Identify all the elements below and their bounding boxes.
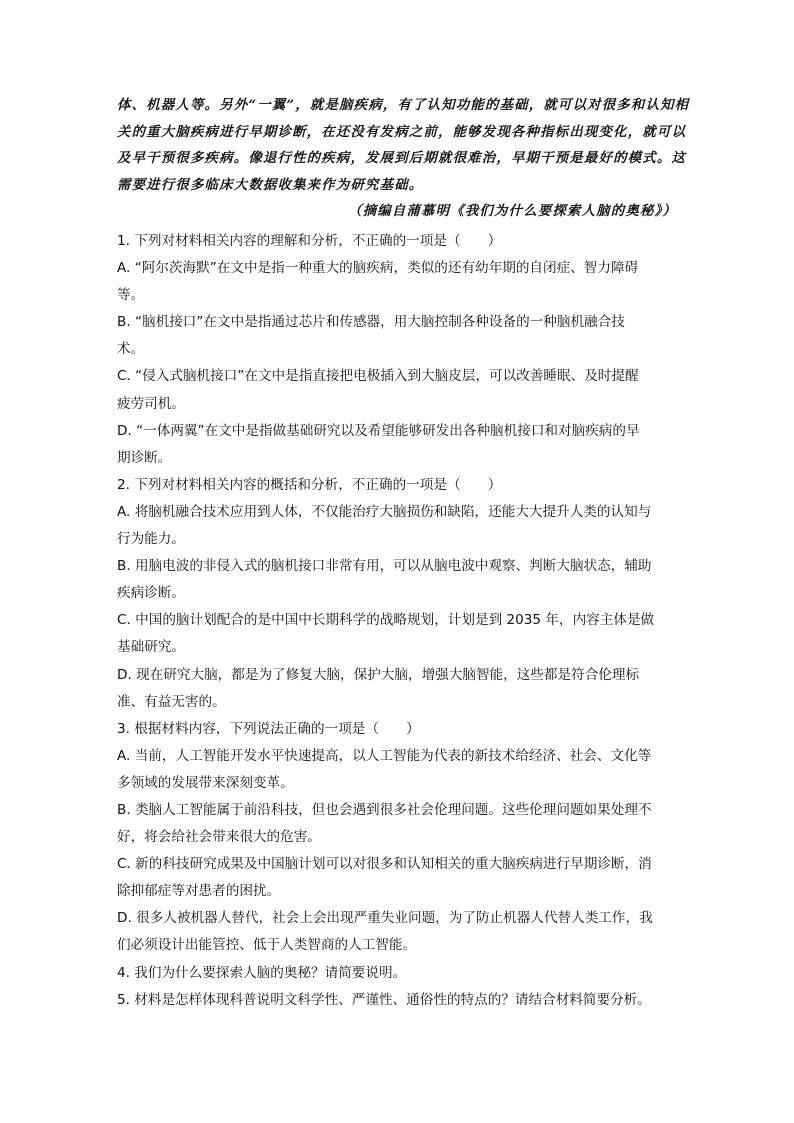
question-2-option-a-cont: 行为能力。 <box>117 531 185 548</box>
question-1-option-d-cont: 期诊断。 <box>117 449 172 466</box>
question-list <box>117 228 682 1014</box>
passage-line: 关的重大脑疾病进行早期诊断，在还没有发病之前，能够发现各种指标出现变化，就可以 <box>117 123 687 140</box>
passage-line: 体、机器人等。另外“一翼”，就是脑疾病，有了认知功能的基础，就可以对很多和认知相 <box>117 97 690 113</box>
question-1-option-a: A. “阿尔茨海默”在文中是指一种重大的脑疾病，类似的还有幼年期的自闭症、智力障碍 <box>117 260 639 277</box>
question-3-option-c: C. 新的科技研究成果及中国脑计划可以对很多和认知相关的重大脑疾病进行早期诊断，消 <box>117 856 652 873</box>
passage-excerpt <box>117 92 690 225</box>
question-3-option-a: A. 当前，人工智能开发水平快速提高，以人工智能为代表的新技术给经济、社会、文化等 <box>117 747 652 764</box>
passage-line: 及早干预很多疾病。像退行性的疾病，发展到后期就很难治，早期干预是最好的模式。这 <box>117 150 687 166</box>
question-2-stem: 2. 下列对材料相关内容的概括和分析，不正确的一项是（ ） <box>117 476 502 493</box>
question-2-option-a: A. 将脑机融合技术应用到人体，不仅能治疗大脑损伤和缺陷，还能大大提升人类的认知与 <box>117 503 652 520</box>
question-3-option-d: D. 很多人被机器人替代，社会上会出现严重失业问题，为了防止机器人代替人类工作，我 <box>117 910 653 927</box>
question-3-option-a-cont: 多领域的发展带来深刻变革。 <box>117 774 294 791</box>
question-1-option-c: C. “侵入式脑机接口”在文中是指直接把电极插入到大脑皮层，可以改善睡眠、及时提醒 <box>117 368 639 385</box>
question-1-option-a-cont: 等。 <box>117 287 145 304</box>
question-2-option-d: D. 现在研究大脑，都是为了修复大脑，保护大脑，增强大脑智能，这些都是符合伦理标 <box>117 666 640 683</box>
passage-line: 需要进行很多临床大数据收集来作为研究基础。 <box>117 176 424 193</box>
question-1-option-b: B. “脑机接口”在文中是指通过芯片和传感器，用大脑控制各种设备的一种脑机融合技 <box>117 314 625 331</box>
question-3-option-b: B. 类脑人工智能属于前沿科技，但也会遇到很多社会伦理问题。这些伦理问题如果处理不 <box>117 801 652 818</box>
question-4-stem: 4. 我们为什么要探索人脑的奥秘？请简要说明。 <box>117 964 407 981</box>
question-2-option-b-cont: 疾病诊断。 <box>117 585 185 602</box>
question-2-option-d-cont: 准、有益无害的。 <box>117 693 226 710</box>
question-5-stem: 5. 材料是怎样体现科普说明文科学性、严谨性、通俗性的特点的？请结合材料简要分析。 <box>117 991 651 1008</box>
question-1-option-c-cont: 疲劳司机。 <box>117 395 185 412</box>
question-1-stem: 1. 下列对材料相关内容的理解和分析，不正确的一项是（ ） <box>117 233 502 249</box>
question-3-option-c-cont: 除抑郁症等对患者的困扰。 <box>117 883 281 900</box>
question-1-option-b-cont: 术。 <box>117 341 145 358</box>
question-2-option-b: B. 用脑电波的非侵入式的脑机接口非常有用，可以从脑电波中观察、判断大脑状态，辅助 <box>117 558 652 575</box>
question-3-stem: 3. 根据材料内容，下列说法正确的一项是（ ） <box>117 720 420 737</box>
question-3-option-b-cont: 好，将会给社会带来很大的危害。 <box>117 829 321 846</box>
question-2-option-c-cont: 基础研究。 <box>117 639 185 656</box>
question-1-option-d: D. “一体两翼”在文中是指做基础研究以及希望能够研发出各种脑机接口和对脑疾病的早 <box>117 422 640 439</box>
passage-source: （摘编自蒲慕明《我们为什么要探索人脑的奥秘》） <box>348 203 677 219</box>
question-2-option-c: C. 中国的脑计划配合的是中国中长期科学的战略规划，计划是到 2035 年，内容主体是做 <box>117 612 655 629</box>
question-3-option-d-cont: 们必须设计出能管控、低于人类智商的人工智能。 <box>117 937 417 954</box>
